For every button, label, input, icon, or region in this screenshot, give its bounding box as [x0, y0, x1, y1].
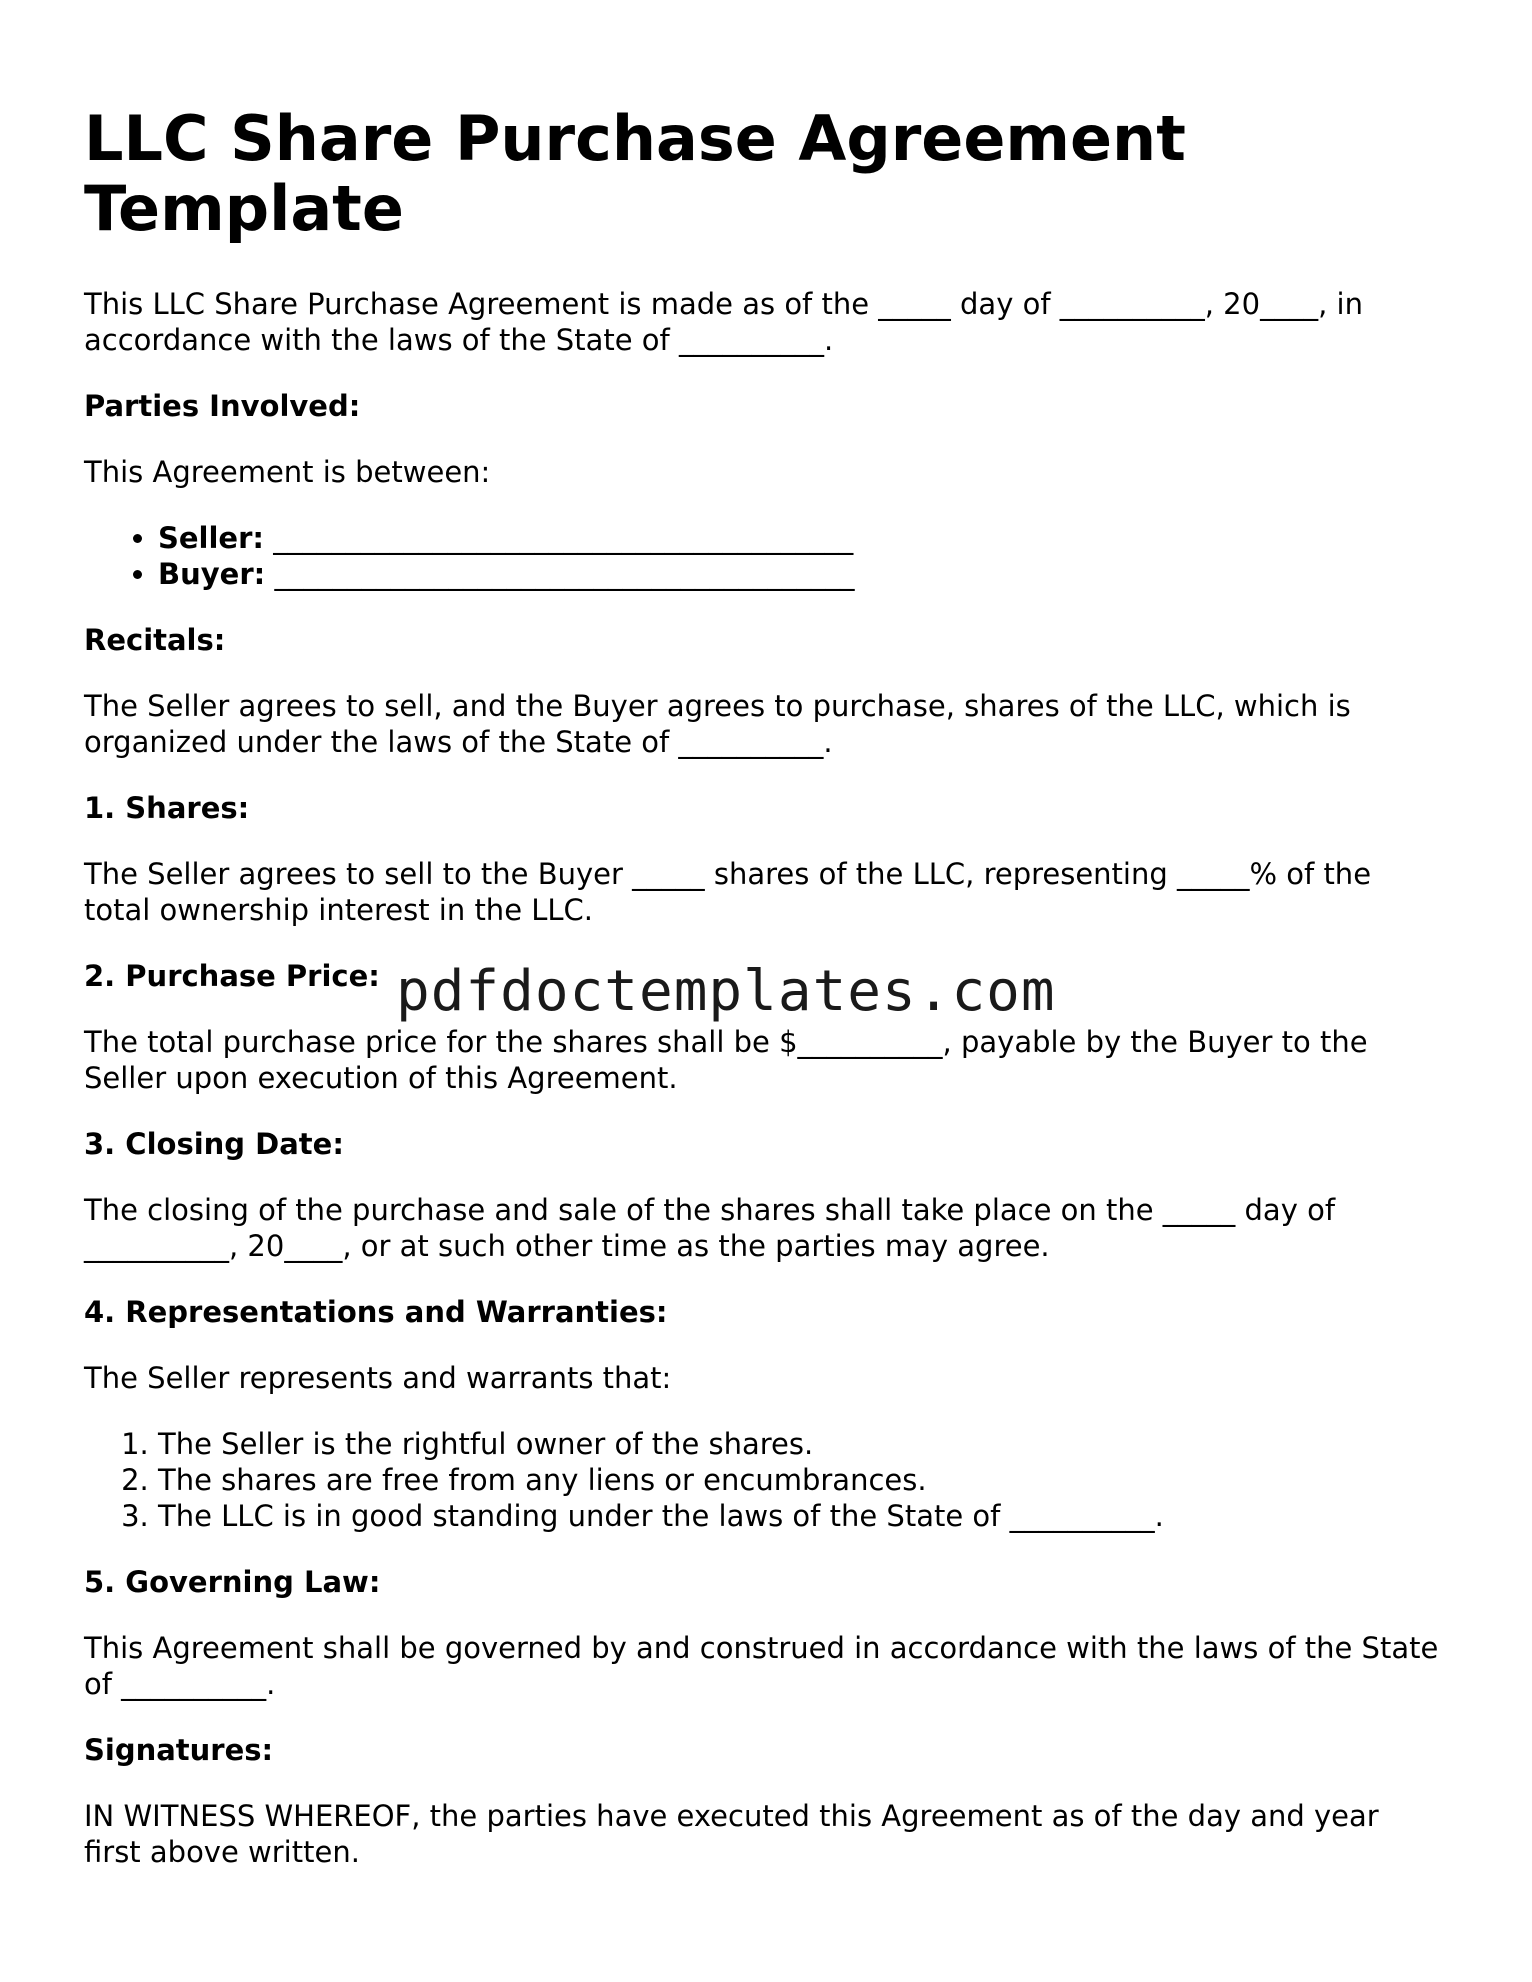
shares-text: The Seller agrees to sell to the Buyer _____ shares of the LLC, representing _____% of the total ownership interest in the LLC. [84, 857, 1372, 927]
governing-law-heading: 5. Governing Law: [84, 1565, 381, 1599]
watermark: pdfdoctemplates.com [396, 959, 1056, 1024]
seller-blank: ________________________________________ [273, 521, 854, 555]
signatures-heading: Signatures: [84, 1733, 274, 1767]
list-item: 2. The shares are free from any liens or encumbrances. [158, 1462, 1444, 1498]
closing-date-text: The closing of the purchase and sale of the shares shall take place on the _____ day of __________, 20____, or at such other time as the parties may agree. [84, 1193, 1336, 1263]
intro-paragraph: This LLC Share Purchase Agreement is made as of the _____ day of __________, 20____, in accordance with the laws of the State of __________. [84, 287, 1363, 357]
buyer-blank: ________________________________________ [274, 557, 855, 591]
shares-heading: 1. Shares: [84, 791, 250, 825]
list-item: 3. The LLC is in good standing under the laws of the State of __________. [158, 1498, 1444, 1534]
purchase-price-text: The total purchase price for the shares shall be $__________, payable by the Buyer to the Seller upon execution of this Agreement. [84, 1025, 1368, 1095]
representations-text: The Seller represents and warrants that: [84, 1361, 672, 1395]
recitals-text: The Seller agrees to sell, and the Buyer agrees to purchase, shares of the LLC, which is organized under the laws of the State of __________. [84, 689, 1351, 759]
parties-list [84, 520, 1444, 592]
closing-date-heading: 3. Closing Date: [84, 1127, 344, 1161]
list-item-buyer [158, 556, 1444, 592]
representations-heading: 4. Representations and Warranties: [84, 1295, 668, 1329]
seller-label: Seller: [158, 521, 265, 555]
signatures-text: IN WITNESS WHEREOF, the parties have executed this Agreement as of the day and year first above written. [84, 1799, 1379, 1869]
parties-heading: Parties Involved: [84, 389, 361, 423]
recitals-heading: Recitals: [84, 623, 226, 657]
parties-text: This Agreement is between: [84, 455, 491, 489]
purchase-price-heading: 2. Purchase Price: [84, 959, 380, 993]
list-item: 1. The Seller is the rightful owner of the shares. [158, 1426, 1444, 1462]
list-item-seller [158, 520, 1444, 556]
representations-list [84, 1426, 1444, 1534]
document-title: LLC Share Purchase Agreement Template [84, 102, 1186, 245]
governing-law-text: This Agreement shall be governed by and construed in accordance with the laws of the State of __________. [84, 1631, 1439, 1701]
buyer-label: Buyer: [158, 557, 266, 591]
